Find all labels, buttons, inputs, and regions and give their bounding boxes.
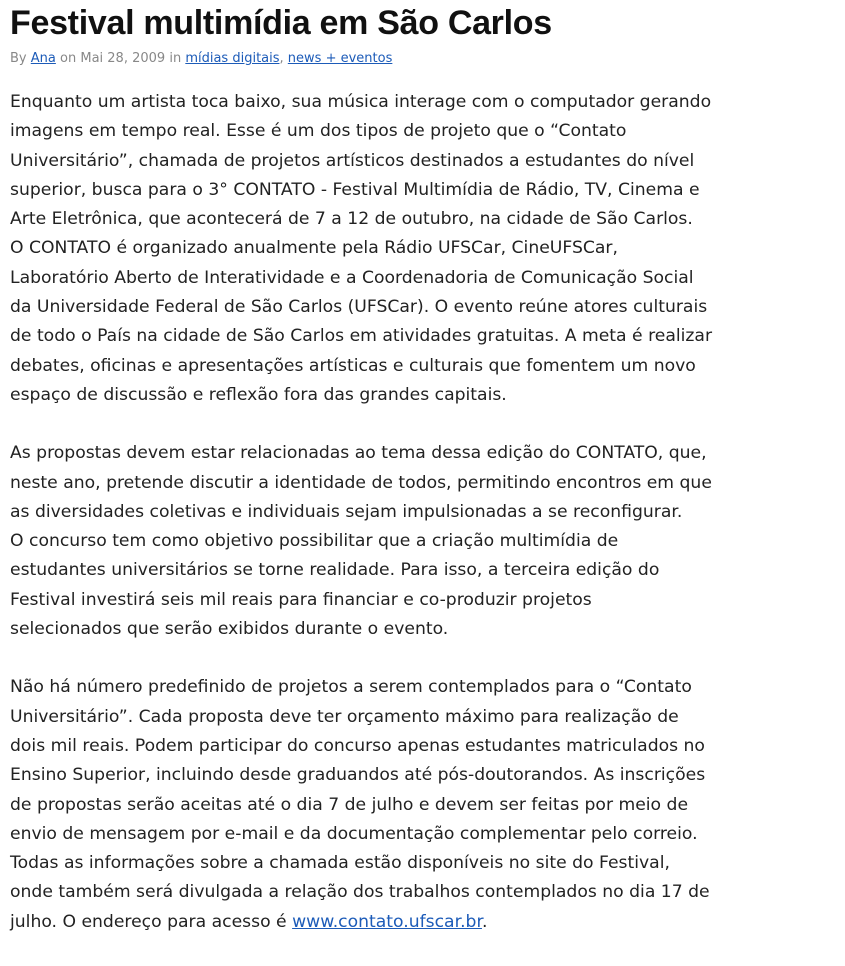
text-line: selecionados que serão exibidos durante o evento. [10, 619, 449, 640]
category-link-midias-digitais[interactable]: mídias digitais [185, 51, 280, 66]
text-line: Ensino Superior, incluindo desde graduandos até pós-doutorandos. As inscrições [10, 765, 706, 786]
post-meta [10, 50, 840, 68]
category-link-news-eventos[interactable]: news + eventos [287, 51, 393, 66]
text-line: Festival investirá seis mil reais para financiar e co-produzir projetos [10, 589, 592, 610]
text-line: onde também será divulgada a relação dos trabalhos contemplados no dia 17 de [10, 882, 710, 903]
meta-on-label: on [60, 51, 77, 66]
text-line: Universitário”, chamada de projetos artísticos destinados a estudantes do nível [10, 150, 695, 171]
category-separator: , [279, 51, 284, 66]
text-line: Todas as informações sobre a chamada estão disponíveis no site do Festival, [10, 853, 670, 874]
meta-in-label: in [169, 51, 182, 66]
text-line: Enquanto um artista toca baixo, sua música interage com o computador gerando [10, 92, 712, 112]
text-line: Laboratório Aberto de Interatividade e a Coordenadoria de Comunicação Social [10, 267, 694, 288]
paragraph-3 [10, 673, 840, 937]
text-line: superior, busca para o 3° CONTATO - Festival Multimídia de Rádio, TV, Cinema e [10, 179, 700, 200]
text-line: estudantes universitários se torne realidade. Para isso, a terceira edição do [10, 560, 660, 581]
festival-site-link[interactable]: www.contato.ufscar.br [292, 911, 482, 932]
text-line: O CONTATO é organizado anualmente pela Rádio UFSCar, CineUFSCar, [10, 238, 618, 259]
paragraph-2 [10, 439, 840, 644]
post-body [10, 88, 840, 937]
meta-by-label: By [10, 51, 27, 66]
text-line: as diversidades coletivas e individuais sejam impulsionadas a se reconfigurar. [10, 501, 683, 522]
text-line: neste ano, pretende discutir a identidade de todos, permitindo encontros em que [10, 472, 712, 493]
text-line: debates, oficinas e apresentações artísticas e culturais que fomentem um novo [10, 355, 696, 376]
paragraph-1 [10, 88, 840, 410]
text-line: imagens em tempo real. Esse é um dos tipos de projeto que o “Contato [10, 121, 627, 142]
text-line-prefix: julho. O endereço para acesso é [10, 911, 293, 932]
text-line: da Universidade Federal de São Carlos (UFSCar). O evento reúne atores culturais [10, 297, 708, 318]
text-line: Universitário”. Cada proposta deve ter orçamento máximo para realização de [10, 706, 679, 727]
text-line: de todo o País na cidade de São Carlos em atividades gratuitas. A meta é realizar [10, 326, 713, 347]
text-line: envio de mensagem por e-mail e da documentação complementar pelo correio. [10, 823, 698, 844]
text-line: Não há número predefinido de projetos a serem contemplados para o “Contato [10, 677, 692, 698]
text-line: Arte Eletrônica, que acontecerá de 7 a 12 de outubro, na cidade de São Carlos. [10, 209, 693, 230]
post-date: Mai 28, 2009 [80, 51, 166, 66]
text-line: O concurso tem como objetivo possibilitar que a criação multimídia de [10, 531, 619, 552]
author-link[interactable]: Ana [30, 51, 56, 66]
text-line-suffix: . [481, 911, 488, 932]
post-title: Festival multimídia em São Carlos [10, 4, 552, 42]
blog-post [10, 0, 840, 966]
text-line: de propostas serão aceitas até o dia 7 de julho e devem ser feitas por meio de [10, 794, 689, 815]
text-line: dois mil reais. Podem participar do concurso apenas estudantes matriculados no [10, 735, 705, 756]
text-line: As propostas devem estar relacionadas ao tema dessa edição do CONTATO, que, [10, 443, 707, 464]
text-line: espaço de discussão e reflexão fora das grandes capitais. [10, 384, 507, 405]
